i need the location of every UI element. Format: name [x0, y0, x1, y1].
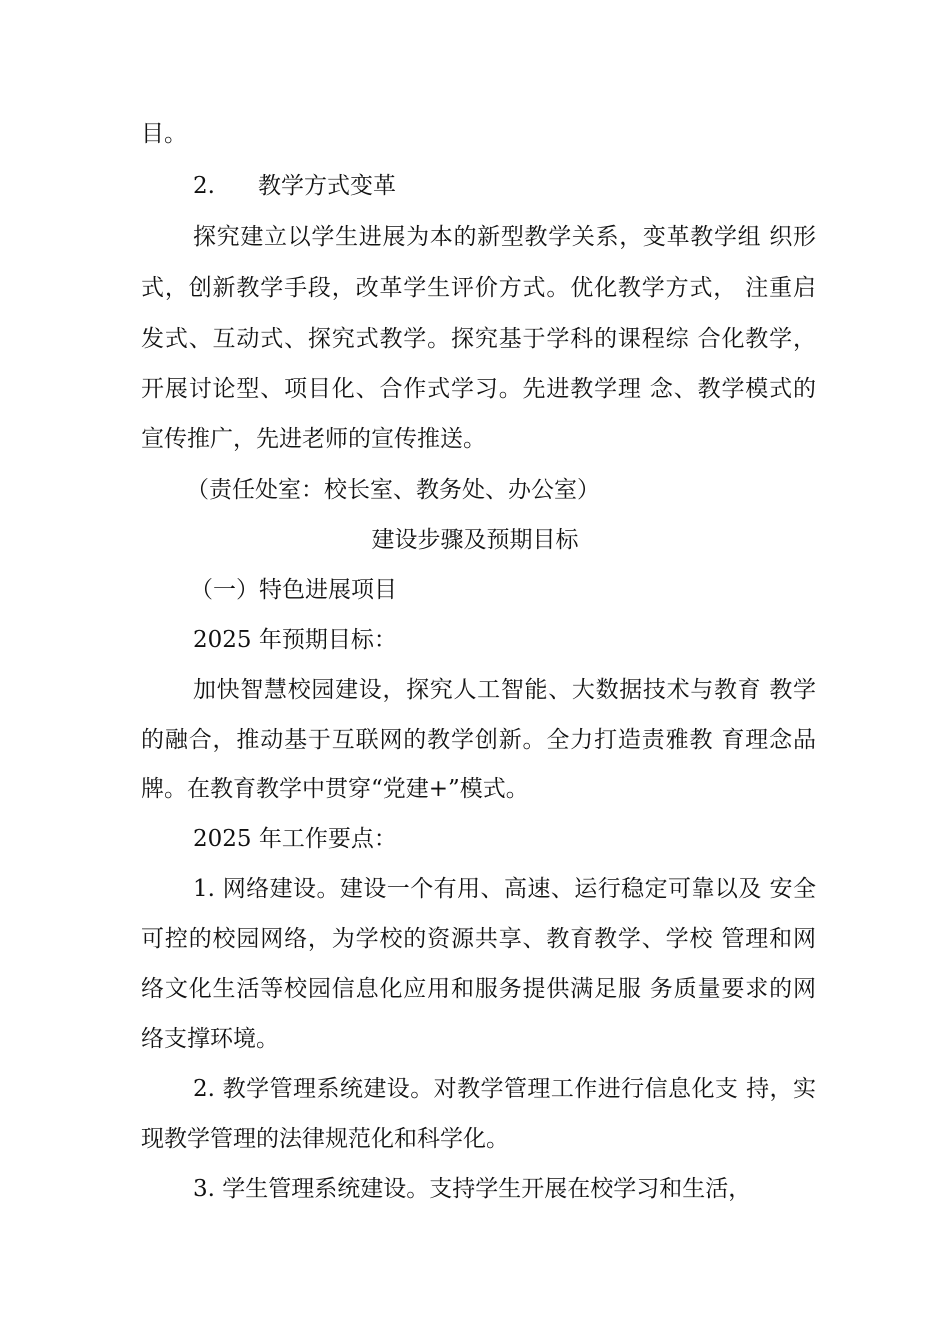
section-heading: 教学方式变革: [258, 173, 396, 199]
work-points-heading: 2025 年工作要点：: [193, 826, 397, 852]
text-line: 牌。在教育教学中贯穿“党建+”模式。: [141, 776, 529, 802]
section-title: 建设步骤及预期目标: [371, 527, 579, 553]
text-line: 开展讨论型、项目化、合作式学习。先进教学理 念、教学模式的: [141, 376, 816, 402]
text-line: 现教学管理的法律规范化和科学化。: [141, 1126, 509, 1152]
list-item: 1. 网络建设。建设一个有用、高速、运行稳定可靠以及 安全: [193, 876, 816, 902]
text-line: 的融合，推动基于互联网的教学创新。全力打造责雅教 育理念品: [141, 727, 816, 753]
responsibility-note: （责任处室：校长室、教务处、办公室）: [186, 477, 600, 503]
text-line: 宣传推广，先进老师的宣传推送。: [141, 426, 486, 452]
text-line: 探究建立以学生进展为本的新型教学关系，变革教学组 织形: [193, 224, 816, 250]
text-line: 可控的校园网络，为学校的资源共享、教育教学、学校 管理和网: [141, 926, 816, 952]
goal-heading: 2025 年预期目标：: [193, 627, 397, 653]
text-line: 络支撑环境。: [141, 1026, 279, 1052]
section-number: 2.: [193, 173, 215, 199]
text-line: 加快智慧校园建设，探究人工智能、大数据技术与教育 教学: [193, 677, 816, 703]
text-line: 发式、互动式、探究式教学。探究基于学科的课程综 合化教学，: [141, 326, 816, 352]
text-line: 络文化生活等校园信息化应用和服务提供满足服 务质量要求的网: [141, 976, 816, 1002]
text-line: 式，创新教学手段，改革学生评价方式。优化教学方式， 注重启: [141, 275, 816, 301]
list-item: 2. 教学管理系统建设。对教学管理工作进行信息化支 持，实: [193, 1076, 816, 1102]
list-item: 3. 学生管理系统建设。支持学生开展在校学习和生活，: [193, 1176, 752, 1202]
subsection-heading: （一）特色进展项目: [190, 577, 397, 603]
text-line: 目。: [141, 121, 187, 147]
